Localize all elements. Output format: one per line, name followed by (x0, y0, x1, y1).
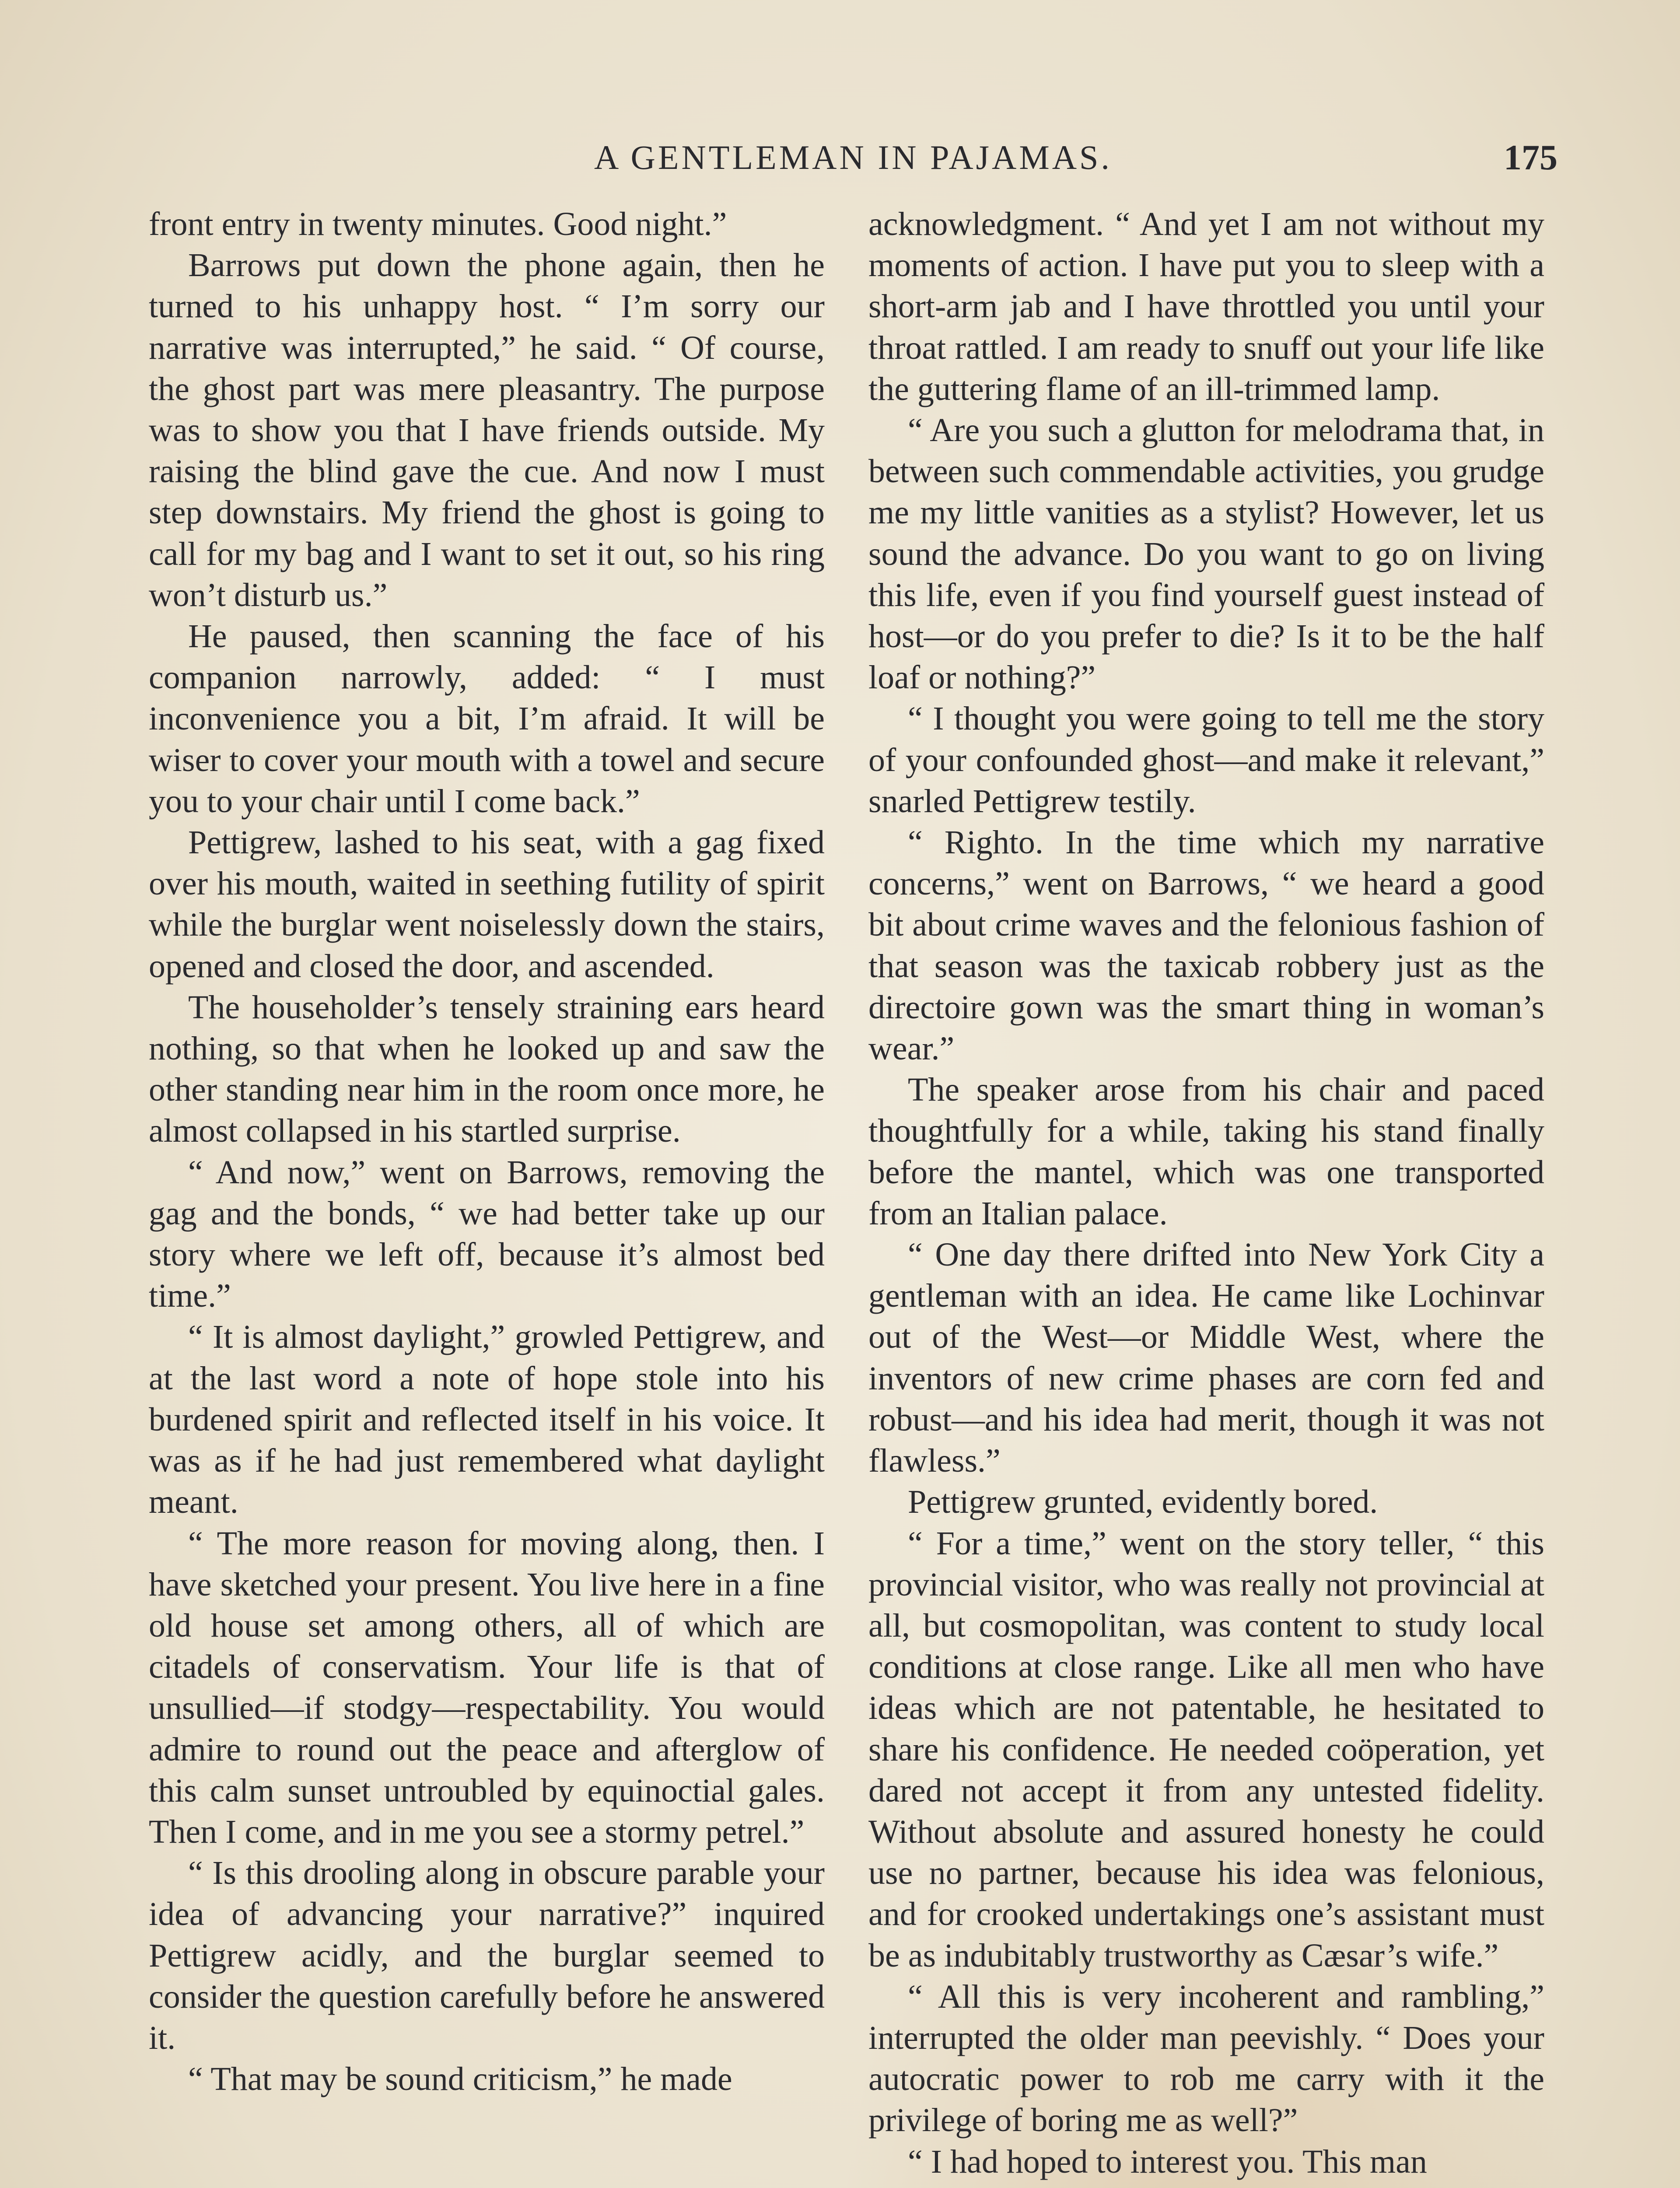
paragraph: He paused, then scanning the face of his companion narrowly, added: “ I must inconvenience you a bit, I’m afraid. It will be wiser to cover your mouth with a towel and secure you to your chair until I come back.” (149, 618, 825, 820)
paragraph: Pettigrew, lashed to his seat, with a gag fixed over his mouth, waited in seething futility of spirit while the burglar went noiselessly down the stairs, opened and closed the door, and ascended. (149, 824, 825, 985)
page-number: 175 (1504, 137, 1558, 177)
paragraph: “ It is almost daylight,” growled Pettigrew, and at the last word a note of hope stole into his burdened spirit and reflected itself in his voice. It was as if he had just remembered what daylight meant. (149, 1318, 825, 1521)
paragraph: Barrows put down the phone again, then he turned to his unhappy host. “ I’m sorry our narrative was interrupted,” he said. “ Of course, the ghost part was mere pleasantry. The purpose was to show you that I have friends outside. My raising the blind gave the cue. And now I must step downstairs. My friend the ghost is going to call for my bag and I want to set it out, so his ring won’t disturb us.” (149, 247, 825, 614)
left-column (149, 203, 825, 2100)
paragraph: “ One day there drifted into New York City a gentleman with an idea. He came like Lochinvar out of the West—or Middle West, where the inventors of new crime phases are corn fed and robust—and his idea had merit, though it was not flawless.” (868, 1236, 1544, 1480)
right-column (868, 203, 1544, 2182)
page-header (149, 131, 1558, 184)
paragraph: “ Is this drooling along in obscure parable your idea of advancing your narrative?” inquired Pettigrew acidly, and the burglar seemed to consider the question carefully before he answered it. (149, 1855, 825, 2056)
paragraph: “ I had hoped to interest you. This man (908, 2143, 1427, 2180)
paragraph: “ Righto. In the time which my narrative concerns,” went on Barrows, “ we heard a good bit about crime waves and the felonious fashion of that season was the taxicab robbery just as the directoire gown was the smart thing in woman’s wear.” (868, 824, 1544, 1067)
paragraph: front entry in twenty minutes. Good night.” (149, 206, 727, 242)
paragraph: The speaker arose from his chair and paced thoughtfully for a while, taking his stand finally before the mantel, which was one transported from an Italian palace. (868, 1071, 1544, 1232)
paragraph: “ That may be sound criticism,” he made (188, 2061, 732, 2098)
running-title: A GENTLEMAN IN PAJAMAS. (594, 138, 1112, 176)
paragraph: “ And now,” went on Barrows, removing the gag and the bonds, “ we had better take up our story where we left off, because it’s almost bed time.” (149, 1154, 825, 1315)
paragraph: The householder’s tensely straining ears heard nothing, so that when he looked up and saw the other standing near him in the room once more, he almost collapsed in his startled surprise. (149, 989, 825, 1150)
paragraph: Pettigrew grunted, evidently bored. (908, 1483, 1378, 1521)
paragraph: “ I thought you were going to tell me the story of your confounded ghost—and make it relevant,” snarled Pettigrew testily. (868, 700, 1544, 820)
paragraph: “ All this is very incoherent and rambling,” interrupted the older man peevishly. “ Does your autocratic power to rob me carry with it the privilege of boring me as well?” (868, 1978, 1544, 2139)
paragraph: acknowledgment. “ And yet I am not without my moments of action. I have put you to sleep with a short-arm jab and I have throttled you until your throat rattled. I am ready to snuff out your life like the guttering flame of an ill-trimmed lamp. (868, 206, 1544, 407)
paragraph: “ The more reason for moving along, then. I have sketched your present. You live here in a fine old house set among others, all of which are citadels of conservatism. Your life is that of unsullied—if stodgy—respectability. You would admire to round out the peace and afterglow of this calm sunset untroubled by equinoctial gales. Then I come, and in me you see a stormy petrel.” (149, 1525, 825, 1850)
paragraph: “ For a time,” went on the story teller, “ this provincial visitor, who was really not provincial at all, but cosmopolitan, was content to study local conditions at close range. Like all men who have ideas which are not patentable, he hesitated to share his confidence. He needed coöperation, yet dared not accept it from any untested fidelity. Without absolute and assured honesty he could use no partner, because his idea was felonious, and for crooked undertakings one’s assistant must be as indubitably trustworthy as Cæsar’s wife.” (868, 1525, 1544, 1974)
paragraph: “ Are you such a glutton for melodrama that, in between such commendable activities, you grudge me my little vanities as a stylist? However, let us sound the advance. Do you want to go on living this life, even if you find yourself guest instead of host—or do you prefer to die? Is it to be the half loaf or nothing?” (868, 412, 1544, 696)
